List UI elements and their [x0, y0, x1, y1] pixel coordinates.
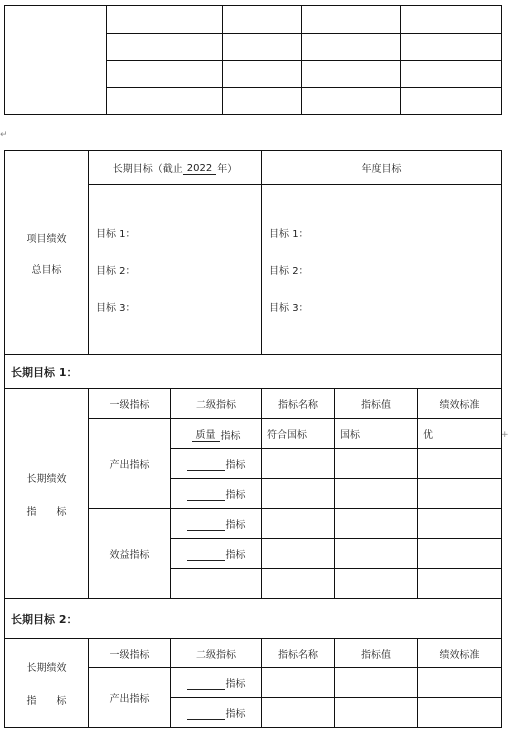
- level2-cell[interactable]: [171, 539, 262, 569]
- level2-suffix: 指标: [225, 490, 246, 501]
- indicator-name-cell[interactable]: [262, 479, 335, 509]
- indicator-name-cell[interactable]: 符合国标: [262, 419, 335, 449]
- project-goal-label-1: 项目绩效: [26, 233, 67, 245]
- long-term-goals-cell[interactable]: [89, 185, 262, 355]
- top-cell: [302, 61, 401, 88]
- level2-input[interactable]: 质量: [192, 426, 220, 442]
- indicator-value-cell[interactable]: [335, 569, 418, 599]
- long-goal-1: 目标 1：: [96, 229, 136, 240]
- indicator-value-cell[interactable]: [335, 449, 418, 479]
- level2-cell[interactable]: [171, 698, 262, 728]
- indicator-value-cell[interactable]: [335, 479, 418, 509]
- level2-suffix: 指标: [225, 460, 246, 471]
- level2-suffix: 指标: [220, 430, 241, 442]
- performance-standard-cell[interactable]: [418, 698, 502, 728]
- top-cell: [302, 88, 401, 115]
- performance-standard-cell[interactable]: [418, 509, 502, 539]
- level2-suffix: 指标: [225, 550, 246, 561]
- col-header-value: 指标值: [335, 639, 418, 668]
- top-cell: [401, 61, 502, 88]
- long-goal-2: 目标 2：: [96, 266, 136, 277]
- col-header-name: 指标名称: [262, 389, 335, 419]
- level2-suffix: 指标: [225, 709, 246, 720]
- top-left-cell: [5, 6, 107, 115]
- performance-standard-cell[interactable]: [418, 569, 502, 599]
- top-cell: [302, 6, 401, 34]
- col-header-name: 指标名称: [262, 639, 335, 668]
- section1-title: 长期目标 1：: [5, 355, 502, 389]
- top-cell: [107, 88, 223, 115]
- output-indicator-cell: 产出指标: [89, 668, 171, 728]
- level2-blank[interactable]: [187, 678, 225, 690]
- benefit-indicator-cell: 效益指标: [89, 509, 171, 599]
- top-cell: [223, 61, 302, 88]
- level2-cell[interactable]: [171, 509, 262, 539]
- col-header-standard: 绩效标准: [418, 639, 502, 668]
- indicator-value-cell[interactable]: [335, 698, 418, 728]
- performance-standard-cell[interactable]: 优: [418, 419, 502, 449]
- top-cell: [401, 34, 502, 61]
- indicator-name-cell[interactable]: [262, 539, 335, 569]
- col-header-level1: 一级指标: [89, 639, 171, 668]
- indicator-name-cell[interactable]: [262, 569, 335, 599]
- annual-goal-1: 目标 1：: [269, 229, 309, 240]
- level2-cell[interactable]: [171, 419, 262, 449]
- performance-standard-cell[interactable]: [418, 668, 502, 698]
- section2-side-label-2: 指 标: [26, 696, 67, 707]
- level2-cell[interactable]: [171, 449, 262, 479]
- long-term-header-text: 长期目标（截止: [112, 164, 183, 175]
- top-cell: [401, 88, 502, 115]
- performance-goals-table: [4, 150, 502, 728]
- top-cell: [223, 34, 302, 61]
- level2-cell[interactable]: [171, 569, 262, 599]
- level2-blank[interactable]: [187, 489, 225, 501]
- indicator-name-cell[interactable]: [262, 509, 335, 539]
- col-header-level1: 一级指标: [89, 389, 171, 419]
- indicator-name-cell[interactable]: [262, 668, 335, 698]
- output-indicator-cell: 产出指标: [89, 419, 171, 509]
- indicator-name-cell[interactable]: [262, 698, 335, 728]
- level2-suffix: 指标: [225, 679, 246, 690]
- top-cell: [107, 34, 223, 61]
- top-cell: [401, 6, 502, 34]
- top-cell: [302, 34, 401, 61]
- annual-goals-cell[interactable]: [262, 185, 502, 355]
- indicator-value-cell[interactable]: [335, 509, 418, 539]
- annual-goal-2: 目标 2：: [269, 266, 309, 277]
- performance-standard-cell[interactable]: [418, 479, 502, 509]
- top-cell: [107, 61, 223, 88]
- level2-cell[interactable]: [171, 479, 262, 509]
- performance-standard-cell[interactable]: [418, 539, 502, 569]
- indicator-value-cell[interactable]: 国标: [335, 419, 418, 449]
- section1-side-label-1: 长期绩效: [26, 473, 67, 485]
- indicator-value-cell[interactable]: [335, 668, 418, 698]
- section1-side-label: [5, 389, 89, 599]
- table-move-handle-icon[interactable]: +: [501, 430, 509, 440]
- top-cell: [107, 6, 223, 34]
- level2-blank[interactable]: [187, 549, 225, 561]
- section2-title: 长期目标 2：: [5, 599, 502, 639]
- long-term-header-suffix: 年）: [217, 164, 238, 175]
- annual-goal-3: 目标 3：: [269, 303, 309, 314]
- section2-side-label: [5, 639, 89, 728]
- level2-blank[interactable]: [187, 708, 225, 720]
- top-cell: [223, 88, 302, 115]
- col-header-value: 指标值: [335, 389, 418, 419]
- section1-side-label-2: 指 标: [26, 506, 67, 518]
- col-header-standard: 绩效标准: [418, 389, 502, 419]
- col-header-level2: 二级指标: [171, 639, 262, 668]
- long-term-goal-header: [89, 151, 262, 185]
- level2-blank[interactable]: [187, 519, 225, 531]
- paragraph-mark-icon: ↵: [0, 130, 8, 140]
- indicator-name-cell[interactable]: [262, 449, 335, 479]
- col-header-level2: 二级指标: [171, 389, 262, 419]
- project-goal-label-2: 总目标: [31, 264, 62, 276]
- top-table-fragment: [4, 5, 502, 115]
- performance-standard-cell[interactable]: [418, 449, 502, 479]
- level2-cell[interactable]: [171, 668, 262, 698]
- level2-suffix: 指标: [225, 520, 246, 531]
- top-cell: [223, 6, 302, 34]
- level2-blank[interactable]: [187, 459, 225, 471]
- long-goal-3: 目标 3：: [96, 303, 136, 314]
- section2-side-label-1: 长期绩效: [26, 663, 67, 674]
- project-goal-label-cell: [5, 151, 89, 355]
- deadline-year-field[interactable]: 2022: [183, 163, 216, 175]
- annual-goal-header: 年度目标: [262, 151, 502, 185]
- indicator-value-cell[interactable]: [335, 539, 418, 569]
